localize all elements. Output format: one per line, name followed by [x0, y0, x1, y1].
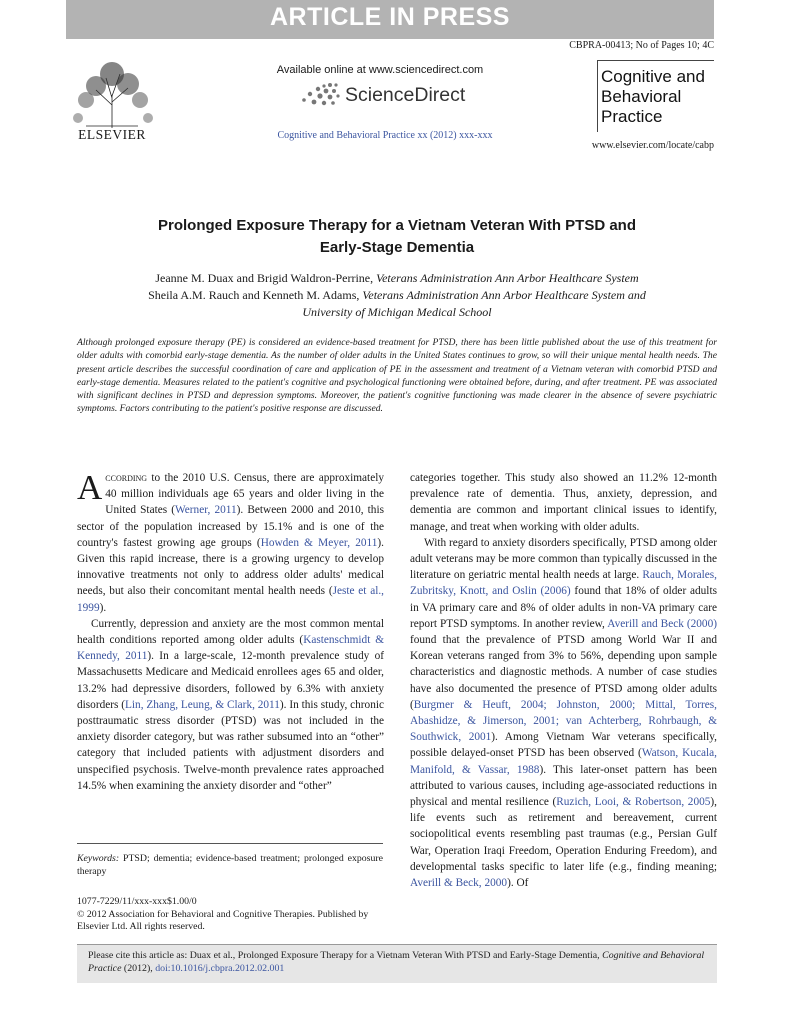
journal-title-rule	[597, 60, 714, 61]
citation-link[interactable]: Werner, 2011	[175, 504, 237, 517]
abstract: Although prolonged exposure therapy (PE) is considered an evidence-based treatment for PTSD, there has been little published about the use of this treatment for older adults with comorbid early-stage dementia. As the number of older adults in the United States continues to grow, so will their unique mental health needs. The present article describes the successful coordination of care and application of PE in the assessment and treatment of a Vietnam veteran with comorbid PTSD and early-stage dementia. Measures related to the patient's cognitive and psychological functioning were obtained before, during, and after treatment. PE was associated with significant declines in PTSD and depression symptoms. Moreover, the patient's cognitive functioning was made clearer in the absence of severe psychiatric symptoms. Factors contributing to the patient's positive response are discussed.	[77, 337, 717, 415]
doi-link[interactable]: doi:10.1016/j.cbpra.2012.02.001	[155, 963, 285, 974]
journal-title-vrule	[597, 60, 598, 132]
paragraph: With regard to anxiety disorders specifically, PTSD among older adult veterans may be more common than typically discussed in the literature on geriatric mental health needs at large. Rauch, Morales, Zubritsky, Knott, and Oslin (2006) found that 18% of older adults in VA primary care and 8% of older adults in non-VA primary care report PTSD symptoms. In another review, Averill and Beck (2000) found that the prevalence of PTSD among World War II and Korean veterans ranged from 3% to 56%, depending upon sample characteristics and diagnostic methods. A number of case studies have also documented the presence of PTSD among older adults (Burgmer & Heuft, 2004; Johnston, 2000; Mittal, Torres, Abashidze, & Jimerson, 2001; van Achterberg, Rohrbaugh, & Southwick, 2001). Among Vietnam War veterans specifically, possible delayed-onset PTSD has been observed (Watson, Kucala, Manifold, & Vassar, 1988). This later-onset pattern has been attributed to various causes, including age-associated reductions in physical and mental resilience (Ruzich, Looi, & Robertson, 2005), life events such as retirement and bereavement, current sociopolitical events resembling past traumas (e.g., Persian Gulf War, Operation Iraqi Freedom, Operation Enduring Freedom), and developmental tasks specific to later life (e.g., finding meaning; Averill & Beck, 2000). Of	[410, 536, 717, 890]
citation-link[interactable]: Averill & Beck, 2000	[410, 877, 508, 890]
citation-link[interactable]: Rauch, Morales, Zubritsky, Knott, and Oslin (2006)	[410, 569, 717, 598]
citation-link[interactable]: Howden & Meyer, 2011	[260, 536, 378, 549]
paragraph: categories together. This study also showed an 11.2% 12-month prevalence rate of dementia. Thus, anxiety, depression, and dementia are common and important clinical issues to identify, manage, and treat when working with older adults.	[410, 472, 717, 533]
sciencedirect-dots-icon	[300, 82, 342, 108]
citation-link[interactable]: Jeste et al., 1999	[77, 585, 384, 614]
body-column-right	[410, 470, 717, 891]
journal-url[interactable]: www.elsevier.com/locate/cabp	[591, 140, 714, 151]
paragraph: According to the 2010 U.S. Census, there are approximately 40 million individuals age 65 years and older living in the United States (Werner, 2011). Between 2000 and 2010, this sector of the population increased by 15.1% and is one of the country's fastest growing age groups (Howden & Meyer, 2011). Given this rapid increase, there is a growing urgency to develop innovative treatments not only to address older adults' medical needs, but also their concomitant mental health needs (Jeste et al., 1999).	[77, 468, 384, 614]
article-code: CBPRA-00413; No of Pages 10; 4C	[569, 40, 714, 51]
citation-text: Please cite this article as: Duax et al., Prolonged Exposure Therapy for a Vietnam Veteran With PTSD and Early-Stage Dementia, Cognitive and Behavioral Practice (2012), doi:10.1016/j.cbpra.2012.02.001	[88, 950, 705, 974]
available-online: Available online at www.sciencedirect.com	[276, 64, 484, 76]
article-in-press-text: ARTICLE IN PRESS	[270, 3, 510, 31]
journal-citation[interactable]: Cognitive and Behavioral Practice xx (2012) xxx-xxx	[277, 130, 493, 141]
citation-link[interactable]: Watson, Kucala, Manifold, & Vassar, 1988	[410, 747, 717, 776]
copyright-notice: 1077-7229/11/xxx-xxx$1.00/0 © 2012 Association for Behavioral and Cognitive Therapies. Published by Elsevier Ltd. All rights reserved.	[77, 896, 369, 933]
citation-link[interactable]: Kastenschmidt & Kennedy, 2011	[77, 634, 384, 663]
body-column-left	[77, 470, 384, 794]
citation-link[interactable]: Ruzich, Looi, & Robertson, 2005	[556, 796, 711, 809]
footnote-rule	[77, 843, 383, 844]
citation-link[interactable]: Burgmer & Heuft, 2004; Johnston, 2000; Mittal, Torres, Abashidze, & Jimerson, 2001; van Achterberg, Rohrbaugh, & Southwick, 2001	[410, 698, 717, 744]
keywords: Keywords: PTSD; dementia; evidence-based treatment; prolonged exposure therapy	[77, 853, 383, 877]
paragraph: Currently, depression and anxiety are the most common mental health conditions reported among older adults (Kastenschmidt & Kennedy, 2011). In a large-scale, 12-month prevalence study of Massachusetts Medicare and Medicaid enrollees ages 65 and older, 13.2% had depressive disorders, followed by 6.3% with anxiety disorders (Lin, Zhang, Leung, & Clark, 2011). In this study, chronic posttraumatic stress disorder (PTSD) was not included in the anxiety disorder category, but was rather subsumed into an “other” category that included patients with adjustment disorders and unspecified psychosis. Twelve-month prevalence rates approached 14.5% when examining the anxiety disorder and “other”	[77, 617, 384, 792]
citation-link[interactable]: Averill and Beck (2000)	[607, 617, 717, 630]
elsevier-wordmark: ELSEVIER	[78, 127, 146, 142]
author-list: Jeanne M. Duax and Brigid Waldron-Perrine, Veterans Administration Ann Arbor Healthcare System Sheila A.M. Rauch and Kenneth M. Adams, Veterans Administration Ann Arbor Healthcare System and University of Michigan Medical School	[148, 271, 646, 319]
journal-title: Cognitive and Behavioral Practice	[601, 67, 705, 126]
citation-link[interactable]: Lin, Zhang, Leung, & Clark, 2011	[125, 698, 280, 711]
article-title: Prolonged Exposure Therapy for a Vietnam Veteran With PTSD and Early-Stage Dementia	[157, 217, 637, 256]
sciencedirect-wordmark: ScienceDirect	[345, 84, 466, 106]
elsevier-tree-logo	[66, 60, 158, 130]
